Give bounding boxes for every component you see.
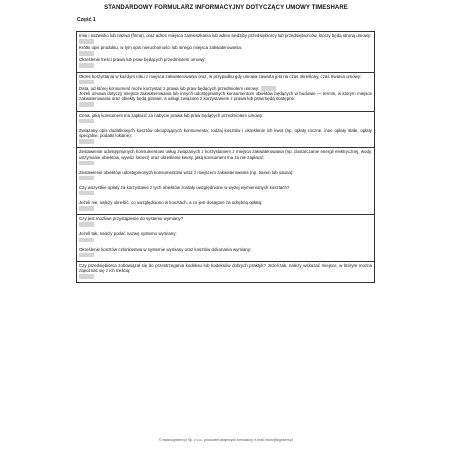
start-date-label: Data, od której konsument może korzystać z prawa lub praw będących przedmiotem umowy: <box>79 85 260 91</box>
section-costs <box>77 112 374 149</box>
trader-name-label: Imię i nazwisko lub nazwa (firma), oraz adres miejsca zamieszkania lub adres siedziby przedsiębiorcy lub przedsiębiorców, którzy będą stroną umowy: <box>79 33 372 38</box>
usage-period-field[interactable] <box>79 80 94 85</box>
section-services <box>77 148 374 215</box>
facilities-summary-label: Zestawienie obiektów udostępnionych konsumentowi wraz z miejscem zakwaterowania (np. basen lub sauna): <box>79 169 294 175</box>
exchange-possible-field[interactable] <box>79 222 94 227</box>
rights-nature-field[interactable] <box>79 63 94 68</box>
exchange-name-label: Jeżeli tak, należy podać nazwę systemu wymiany: <box>79 231 177 237</box>
product-description-field[interactable] <box>79 51 94 56</box>
under-construction-label: Jeżeli umowa dotyczy miejsca zakwaterowania lub innych udostępnianych konsumentom obiektów będących w budowie — termin, w którym miejsce zakwaterowania oraz obiekty będą gotowe, a usługi związane z korzystaniem z prawa lub praw będą dostępne: <box>79 91 372 102</box>
under-construction-field[interactable] <box>79 102 94 107</box>
code-of-conduct-label: Czy przedsiębiorca zobowiązał się do przestrzegania kodeksu lub kodeksów dobrych praktyk? Jeżeli tak, należy wskazać miejsce, w którym można zapoznać się z ich treścią: <box>79 262 372 274</box>
services-summary-field[interactable] <box>79 161 94 166</box>
section-trader <box>77 32 374 73</box>
services-summary-label: Zestawienie udostępnionych konsumentowi usług związanych z korzystaniem z miejsca zakwaterowania (np. dostarczanie energii elektrycznej, wody, utrzymanie obiektów, wywóz śmieci) oraz określenie kwoty, jaką konsument ma za nie zapłacić: <box>79 149 372 160</box>
additional-costs-field[interactable] <box>79 139 94 144</box>
code-of-conduct-field[interactable] <box>79 274 94 279</box>
facilities-summary-field[interactable] <box>79 176 94 181</box>
document-title: STANDARDOWY FORMULARZ INFORMACYJNY DOTYCZĄCY UMOWY TIMESHARE <box>104 5 348 11</box>
exchange-name-field[interactable] <box>79 238 94 243</box>
section-exchange <box>77 215 374 262</box>
section-period <box>77 73 374 112</box>
product-description-label: Krótki opis produktu, w tym opis nieruchomości lub innego miejsca zakwaterowania: <box>79 45 243 51</box>
facilities-note-label: Jeżeli nie, należy określić, co uwzględniono w kosztach, a co jest dostępne za odrębną opłatą: <box>79 200 263 206</box>
exchange-costs-label: Określenie kosztów członkostwa w systemie wymiany oraz kosztów dokonania wymiany: <box>79 246 252 252</box>
facilities-included-field[interactable] <box>79 191 94 196</box>
facilities-included-label: Czy wszystkie opłaty za korzystanie z tych obiektów zostały uwzględnione w wyżej wymienionych kosztach? <box>79 184 290 190</box>
footer-credit: © www.signform.pl Sp. z o.o., producent aktywnych formularzy, e-mail: biuro@signform.pl <box>158 438 294 442</box>
trader-name-field[interactable] <box>79 39 94 44</box>
price-label: Cena, jaką konsument ma zapłacić za nabycie prawa lub praw będących przedmiotem umowy: <box>79 112 264 118</box>
facilities-note-field[interactable] <box>79 206 94 211</box>
exchange-costs-field[interactable] <box>79 253 94 258</box>
additional-costs-label: Związany opis dodatkowych kosztów obciążających konsumenta; rodzaj kosztów i określenie ich kwot (np. opłaty roczne, inne opłaty stałe, opłaty specjalne, podatki lokalne): <box>79 127 372 139</box>
timeshare-form <box>76 31 375 283</box>
rights-nature-label: Określenie treści prawa lub praw będących przedmiotem umowy: <box>79 57 206 63</box>
exchange-possible-label: Czy jest możliwe przystąpienie do systemu wymiany? <box>79 216 184 222</box>
usage-period-label: Okres korzystania w każdym roku z miejsca zakwaterowania oraz, w przypadku gdy umowa zawarta jest na czas określony, czas trwania umowy: <box>79 73 362 79</box>
part-label: Część 1 <box>77 17 96 23</box>
section-code-of-conduct <box>77 262 374 282</box>
price-field[interactable] <box>79 119 94 124</box>
